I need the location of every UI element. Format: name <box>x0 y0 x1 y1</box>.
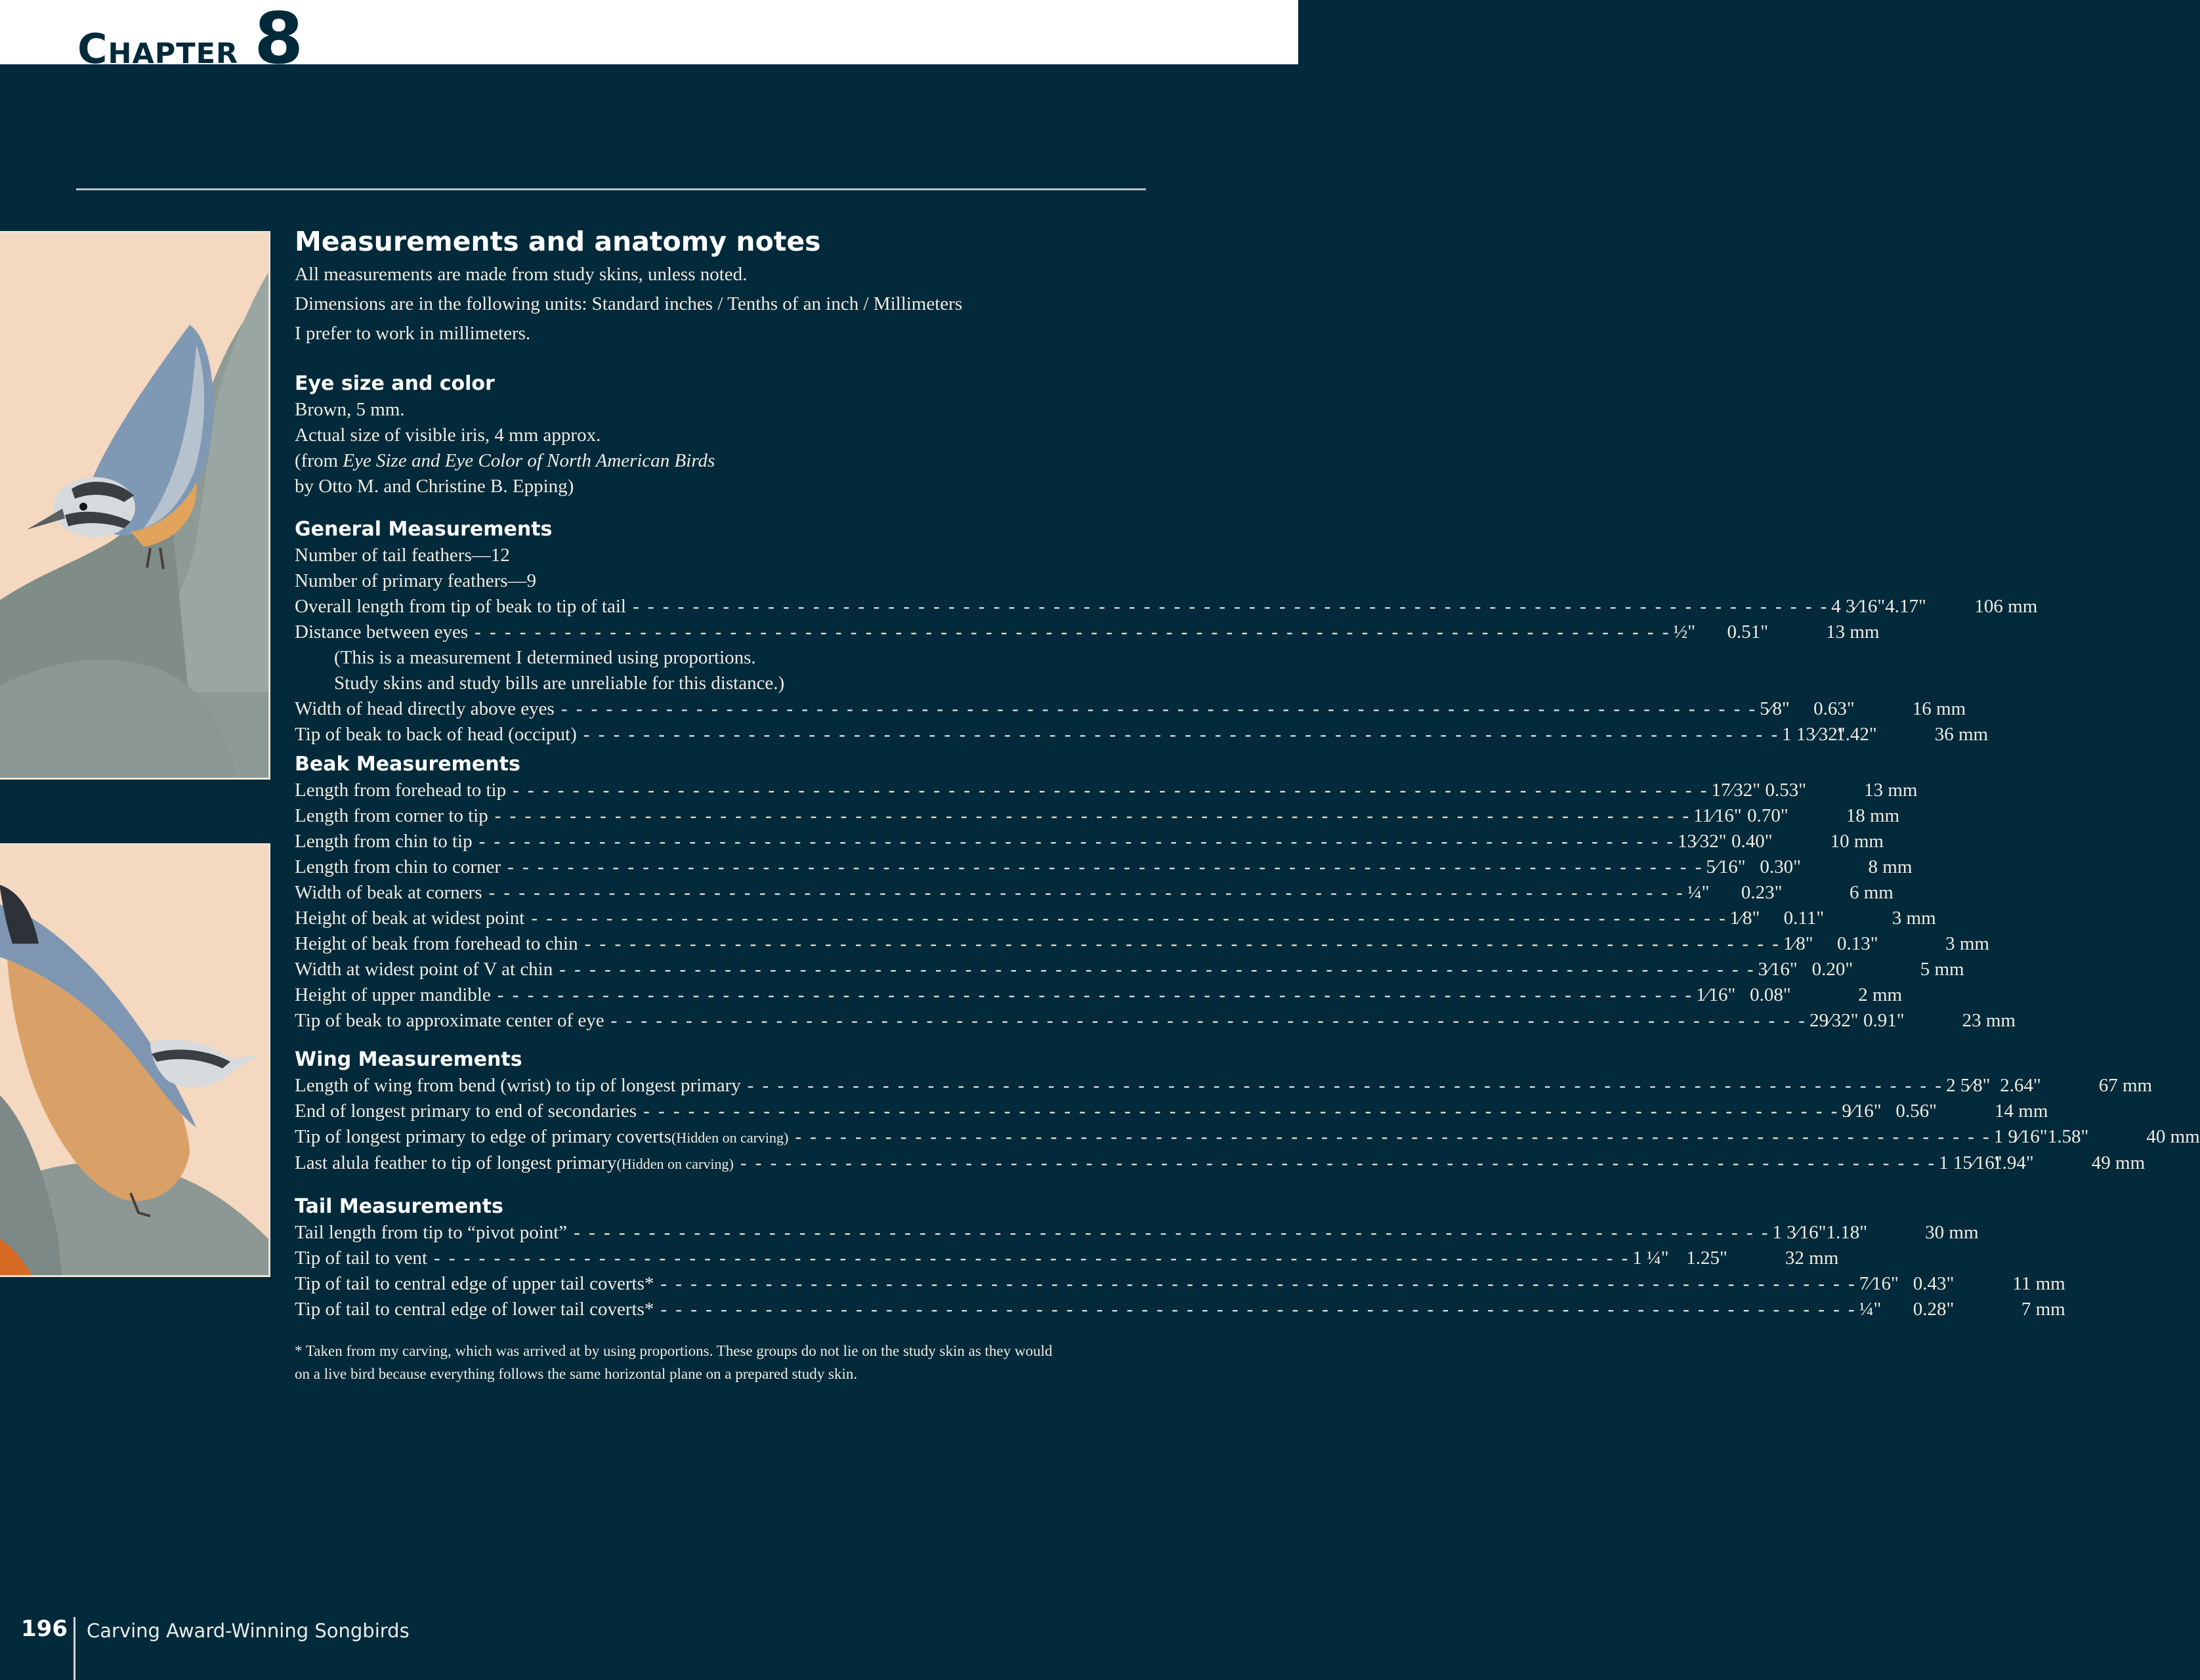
inches-value: 1 15⁄16" <box>1939 1152 2002 1173</box>
leader-dashes: - - - - - - - - - - - - - - - - - - - - - - - - - - - - - - - - - - - - - - - - - - - - - - - - - - - - - - - - - - - - - - - - - - - - - - - - - - - - - - - - <box>583 724 1780 745</box>
eye-heading: Eye size and color <box>295 372 495 395</box>
mm-value: 49 mm <box>2091 1152 2146 1173</box>
measurement-row <box>295 803 1900 829</box>
mm-value: 3 mm <box>1945 933 1989 954</box>
measurement-row <box>295 906 1936 931</box>
measurement-label: Length from chin to corner <box>295 856 501 877</box>
inches-value: 1⁄16" <box>1696 984 1736 1005</box>
measurement-values <box>1678 829 1884 854</box>
eye-line: Brown, 5 mm. <box>295 399 405 420</box>
inches-value: 2 5⁄8" <box>1946 1075 1991 1096</box>
mm-value: 30 mm <box>1925 1222 1979 1243</box>
measurement-row <box>295 931 1989 957</box>
measurement-row <box>295 957 1964 982</box>
inches-value: ¼" <box>1687 882 1710 903</box>
general-note: (This is a measurement I determined using proportions. <box>334 647 756 668</box>
measurement-label: Length of wing from bend (wrist) to tip of longest primary <box>295 1075 741 1096</box>
measurement-values <box>1711 778 1917 803</box>
measurement-values <box>1758 957 1964 982</box>
leader-dashes: - - - - - - - - - - - - - - - - - - - - - - - - - - - - - - - - - - - - - - - - - - - - - - - - - - - - - - - - - - - - - - - - - - - - - - - - - - - - - - - - <box>574 1222 1770 1243</box>
leader-dashes: - - - - - - - - - - - - - - - - - - - - - - - - - - - - - - - - - - - - - - - - - - - - - - - - - - - - - - - - - - - - - - - - - - - - - - - - - - - - - - - - <box>475 621 1671 642</box>
inches-value: 17⁄32" <box>1711 780 1761 801</box>
chapter-word: Chapter <box>77 25 239 73</box>
inches-value: 5⁄8" <box>1760 698 1790 719</box>
general-heading: General Measurements <box>295 518 553 541</box>
measurement-label: End of longest primary to end of secondaries <box>295 1101 637 1122</box>
page-number: 196 <box>21 1616 68 1642</box>
measurement-label: Height of beak at widest point <box>295 908 525 929</box>
inches-value: 7⁄16" <box>1859 1273 1899 1294</box>
leader-dashes: - - - - - - - - - - - - - - - - - - - - - - - - - - - - - - - - - - - - - - - - - - - - - - - - - - - - - - - - - - - - - - - - - - - - - - - - - - - - - - - - <box>478 831 1675 852</box>
tenths-value: 0.20" <box>1811 959 1853 980</box>
divider-rule <box>76 188 1146 190</box>
eye-source-prefix: (from <box>295 450 343 471</box>
tenths-value: 0.30" <box>1760 856 1801 877</box>
tenths-value: 0.40" <box>1731 831 1773 852</box>
tenths-value: 0.43" <box>1913 1273 1955 1294</box>
leader-dashes: - - - - - - - - - - - - - - - - - - - - - - - - - - - - - - - - - - - - - - - - - - - - - - - - - - - - - - - - - - - - - - - - - - - - - - - - - - - - - - - - <box>632 596 1829 617</box>
measurement-row <box>295 1271 2065 1297</box>
measurement-values <box>1782 722 1988 747</box>
intro-block <box>295 260 1148 348</box>
measurement-values <box>1946 1073 2152 1099</box>
mm-value: 6 mm <box>1849 882 1893 903</box>
leader-dashes: - - - - - - - - - - - - - - - - - - - - - - - - - - - - - - - - - - - - - - - - - - - - - - - - - - - - - - - - - - - - - - - - - - - - - - - - - - - - - - - - <box>660 1273 1857 1294</box>
tenths-value: 0.23" <box>1741 882 1783 903</box>
primary-feathers-count: Number of primary feathers—9 <box>295 570 537 591</box>
footer-divider <box>74 1617 75 1680</box>
inches-value: ½" <box>1673 621 1696 642</box>
mm-value: 106 mm <box>1974 596 2038 617</box>
measurement-note: (Hidden on carving) <box>671 1129 789 1146</box>
mm-value: 5 mm <box>1920 959 1964 980</box>
chapter-number: 8 <box>254 0 304 80</box>
tenths-value: 0.91" <box>1863 1010 1905 1031</box>
mm-value: 16 mm <box>1912 698 1966 719</box>
leader-dashes: - - - - - - - - - - - - - - - - - - - - - - - - - - - - - - - - - - - - - - - - - - - - - - - - - - - - - - - - - - - - - - - - - - - - - - - - - - - - - - - - <box>747 1075 1944 1096</box>
tenths-value: 4.17" <box>1885 596 1926 617</box>
measurement-row <box>295 722 1989 747</box>
measurement-row <box>295 982 1903 1008</box>
intro-line: I prefer to work in millimeters. <box>295 323 531 344</box>
tenths-value: 0.51" <box>1727 621 1769 642</box>
leader-dashes: - - - - - - - - - - - - - - - - - - - - - - - - - - - - - - - - - - - - - - - - - - - - - - - - - - - - - - - - - - - - - - - - - - - - - - - - - - - - - - - - <box>660 1299 1857 1320</box>
mm-value: 7 mm <box>2021 1299 2065 1320</box>
measurement-row <box>295 1099 2048 1124</box>
leader-dashes: - - - - - - - - - - - - - - - - - - - - - - - - - - - - - - - - - - - - - - - - - - - - - - - - - - - - - - - - - - - - - - - - - - - - - - - - - - - - - - - - <box>610 1010 1807 1031</box>
measurement-label: Tip of tail to central edge of upper tail coverts* <box>295 1273 654 1294</box>
measurement-label: Width at widest point of V at chin <box>295 959 553 980</box>
mm-value: 11 mm <box>2012 1273 2065 1294</box>
measurement-label: Overall length from tip of beak to tip of tail <box>295 596 626 617</box>
eye-line: by Otto M. and Christine B. Epping) <box>295 476 574 497</box>
footnote-line: on a live bird because everything follows the same horizontal plane on a prepared study skin. <box>295 1366 858 1382</box>
leader-dashes: - - - - - - - - - - - - - - - - - - - - - - - - - - - - - - - - - - - - - - - - - - - - - - - - - - - - - - - - - - - - - - - - - - - - - - - - - - - - - - - - <box>494 805 1691 826</box>
measurement-row <box>295 1073 2153 1099</box>
bird-photo-top <box>0 231 270 780</box>
measurement-label: Tip of longest primary to edge of primary coverts(Hidden on carving) <box>295 1126 789 1147</box>
measurement-label: Height of upper mandible <box>295 984 491 1005</box>
measurement-values <box>1809 1008 2016 1034</box>
measurement-row <box>295 778 1918 803</box>
inches-value: 1⁄8" <box>1729 908 1760 929</box>
intro-line: Dimensions are in the following units: Standard inches / Tenths of an inch / Millimeters <box>295 293 963 314</box>
inches-value: 4 3⁄16" <box>1831 596 1886 617</box>
measurement-values <box>1842 1099 2048 1124</box>
measurement-row <box>295 1297 2065 1322</box>
leader-dashes: - - - - - - - - - - - - - - - - - - - - - - - - - - - - - - - - - - - - - - - - - - - - - - - - - - - - - - - - - - - - - - - - - - - - - - - - - - - - - - - - <box>507 856 1704 877</box>
leader-dashes: - - - - - - - - - - - - - - - - - - - - - - - - - - - - - - - - - - - - - - - - - - - - - - - - - - - - - - - - - - - - - - - - - - - - - - - - - - - - - - - - <box>497 984 1694 1005</box>
leader-dashes: - - - - - - - - - - - - - - - - - - - - - - - - - - - - - - - - - - - - - - - - - - - - - - - - - - - - - - - - - - - - - - - - - - - - - - - - - - - - - - - - <box>795 1126 1991 1147</box>
measurement-values <box>1730 906 1936 931</box>
inches-value: 1 3⁄16" <box>1772 1222 1827 1243</box>
mm-value: 8 mm <box>1868 856 1913 877</box>
tenths-value: 0.28" <box>1913 1299 1955 1320</box>
tenths-value: 2.64" <box>2000 1075 2041 1096</box>
measurement-row <box>295 620 1880 645</box>
leader-dashes: - - - - - - - - - - - - - - - - - - - - - - - - - - - - - - - - - - - - - - - - - - - - - - - - - - - - - - - - - - - - - - - - - - - - - - - - - - - - - - - - <box>513 780 1709 801</box>
mm-value: 3 mm <box>1892 908 1936 929</box>
tenths-value: 1.18" <box>1826 1222 1868 1243</box>
leader-dashes: - - - - - - - - - - - - - - - - - - - - - - - - - - - - - - - - - - - - - - - - - - - - - - - - - - - - - - - - - - - - - - - - - - - - - - - - - - - - - - - - <box>488 882 1685 903</box>
measurement-label: Tip of beak to approximate center of eye <box>295 1010 604 1031</box>
tenths-value: 0.53" <box>1765 780 1807 801</box>
inches-value: 11⁄16" <box>1693 805 1742 826</box>
leader-dashes: - - - - - - - - - - - - - - - - - - - - - - - - - - - - - - - - - - - - - - - - - - - - - - - - - - - - - - - - - - - - - - - - - - - - - - - - - - - - - - - - <box>643 1101 1840 1122</box>
tail-heading: Tail Measurements <box>295 1195 503 1218</box>
inches-value: 1 13⁄32" <box>1782 724 1846 745</box>
measurement-label: Length from corner to tip <box>295 805 488 826</box>
measurement-row <box>295 594 2038 620</box>
eye-line: Actual size of visible iris, 4 mm approx. <box>295 425 601 446</box>
measurement-values <box>1783 931 1989 957</box>
measurement-row <box>295 1220 1979 1246</box>
tenths-value: 1.25" <box>1686 1248 1727 1269</box>
measurement-values <box>1859 1271 2065 1297</box>
measurement-row <box>295 1008 2016 1034</box>
tenths-value: 0.08" <box>1750 984 1791 1005</box>
measurement-values <box>1696 982 1902 1008</box>
measurement-values <box>1994 1124 2200 1150</box>
leader-dashes: - - - - - - - - - - - - - - - - - - - - - - - - - - - - - - - - - - - - - - - - - - - - - - - - - - - - - - - - - - - - - - - - - - - - - - - - - - - - - - - - <box>559 959 1756 980</box>
inches-value: 1 9⁄16" <box>1993 1126 2048 1147</box>
measurement-values <box>1632 1246 1838 1271</box>
measurement-label: Length from forehead to tip <box>295 780 507 801</box>
mm-value: 18 mm <box>1846 805 1900 826</box>
measurement-values <box>1673 620 1879 645</box>
measurement-values <box>1760 696 1966 722</box>
tenths-value: 0.11" <box>1783 908 1825 929</box>
mm-value: 23 mm <box>1962 1010 2016 1031</box>
tenths-value: 1.94" <box>1993 1152 2034 1173</box>
mm-value: 10 mm <box>1830 831 1884 852</box>
mm-value: 67 mm <box>2098 1075 2153 1096</box>
bird-photo-bottom <box>0 843 270 1277</box>
tenths-value: 1.58" <box>2047 1126 2089 1147</box>
leader-dashes: - - - - - - - - - - - - - - - - - - - - - - - - - - - - - - - - - - - - - - - - - - - - - - - - - - - - - - - - - - - - - - - - - - - - - - - - - - - - - - - - <box>433 1248 1630 1269</box>
measurement-label: Last alula feather to tip of longest primary(Hidden on carving) <box>295 1152 734 1173</box>
inches-value: 1 ¼" <box>1632 1248 1669 1269</box>
tenths-value: 0.70" <box>1747 805 1788 826</box>
mm-value: 36 mm <box>1934 724 1989 745</box>
measurement-label: Width of head directly above eyes <box>295 698 555 719</box>
measurement-row <box>295 880 1893 906</box>
book-title: Carving Award-Winning Songbirds <box>87 1620 410 1642</box>
tenths-value: 1.42" <box>1836 724 1877 745</box>
leader-dashes: - - - - - - - - - - - - - - - - - - - - - - - - - - - - - - - - - - - - - - - - - - - - - - - - - - - - - - - - - - - - - - - - - - - - - - - - - - - - - - - - <box>584 933 1781 954</box>
tenths-value: 0.13" <box>1836 933 1878 954</box>
measurement-label: Width of beak at corners <box>295 882 482 903</box>
eye-source <box>295 448 1148 474</box>
measurement-label: Length from chin to tip <box>295 831 473 852</box>
footnote-line: * Taken from my carving, which was arrived at by using proportions. These groups do not lie on the study skin as they would <box>295 1343 1053 1359</box>
measurement-label: Height of beak from forehead to chin <box>295 933 578 954</box>
measurement-label: Tip of tail to central edge of lower tail coverts* <box>295 1299 654 1320</box>
measurement-values <box>1859 1297 2065 1322</box>
inches-value: 5⁄16" <box>1706 856 1746 877</box>
measurement-row <box>295 829 1884 854</box>
measurement-label: Tail length from tip to “pivot point” <box>295 1222 568 1243</box>
inches-value: 1⁄8" <box>1783 933 1813 954</box>
measurement-label: Tip of beak to back of head (occiput) <box>295 724 577 745</box>
measurement-values <box>1773 1220 1979 1246</box>
inches-value: 9⁄16" <box>1842 1101 1882 1122</box>
measurement-values <box>1706 854 1912 880</box>
inches-value: ¼" <box>1859 1299 1882 1320</box>
tenths-value: 0.63" <box>1813 698 1855 719</box>
leader-dashes: - - - - - - - - - - - - - - - - - - - - - - - - - - - - - - - - - - - - - - - - - - - - - - - - - - - - - - - - - - - - - - - - - - - - - - - - - - - - - - - - <box>740 1152 1937 1173</box>
mm-value: 40 mm <box>2146 1126 2200 1147</box>
measurement-label: Tip of tail to vent <box>295 1248 427 1269</box>
inches-value: 3⁄16" <box>1758 959 1798 980</box>
beak-heading: Beak Measurements <box>295 753 520 776</box>
measurement-note: (Hidden on carving) <box>616 1156 734 1172</box>
eye-source-book: Eye Size and Eye Color of North American Birds <box>343 450 715 471</box>
mm-value: 13 mm <box>1826 621 1880 642</box>
leader-dashes: - - - - - - - - - - - - - - - - - - - - - - - - - - - - - - - - - - - - - - - - - - - - - - - - - - - - - - - - - - - - - - - - - - - - - - - - - - - - - - - - <box>531 908 1727 929</box>
page-title: Measurements and anatomy notes <box>295 226 821 257</box>
tenths-value: 0.56" <box>1895 1101 1937 1122</box>
general-note: Study skins and study bills are unreliable for this distance.) <box>334 673 785 694</box>
inches-value: 13⁄32" <box>1677 831 1727 852</box>
measurement-row <box>295 854 1913 880</box>
mm-value: 14 mm <box>1995 1101 2048 1122</box>
measurement-values <box>1693 803 1899 829</box>
wing-heading: Wing Measurements <box>295 1048 522 1071</box>
chapter-heading <box>77 0 304 80</box>
inches-value: 29⁄32" <box>1809 1010 1859 1031</box>
measurement-values <box>1939 1150 2145 1176</box>
measurement-label: Distance between eyes <box>295 621 469 642</box>
measurements-content <box>295 223 2200 1385</box>
measurement-row <box>295 1246 1839 1271</box>
mm-value: 2 mm <box>1858 984 1903 1005</box>
tail-feathers-count: Number of tail feathers—12 <box>295 545 510 566</box>
measurement-values <box>1831 594 2037 620</box>
measurement-row <box>295 1150 2146 1177</box>
intro-line: All measurements are made from study skins, unless noted. <box>295 264 748 285</box>
mm-value: 13 mm <box>1864 780 1918 801</box>
leader-dashes: - - - - - - - - - - - - - - - - - - - - - - - - - - - - - - - - - - - - - - - - - - - - - - - - - - - - - - - - - - - - - - - - - - - - - - - - - - - - - - - - <box>561 698 1758 719</box>
measurement-row <box>295 1124 2200 1150</box>
measurement-values <box>1687 880 1893 906</box>
measurement-row <box>295 696 1966 722</box>
mm-value: 32 mm <box>1785 1248 1839 1269</box>
